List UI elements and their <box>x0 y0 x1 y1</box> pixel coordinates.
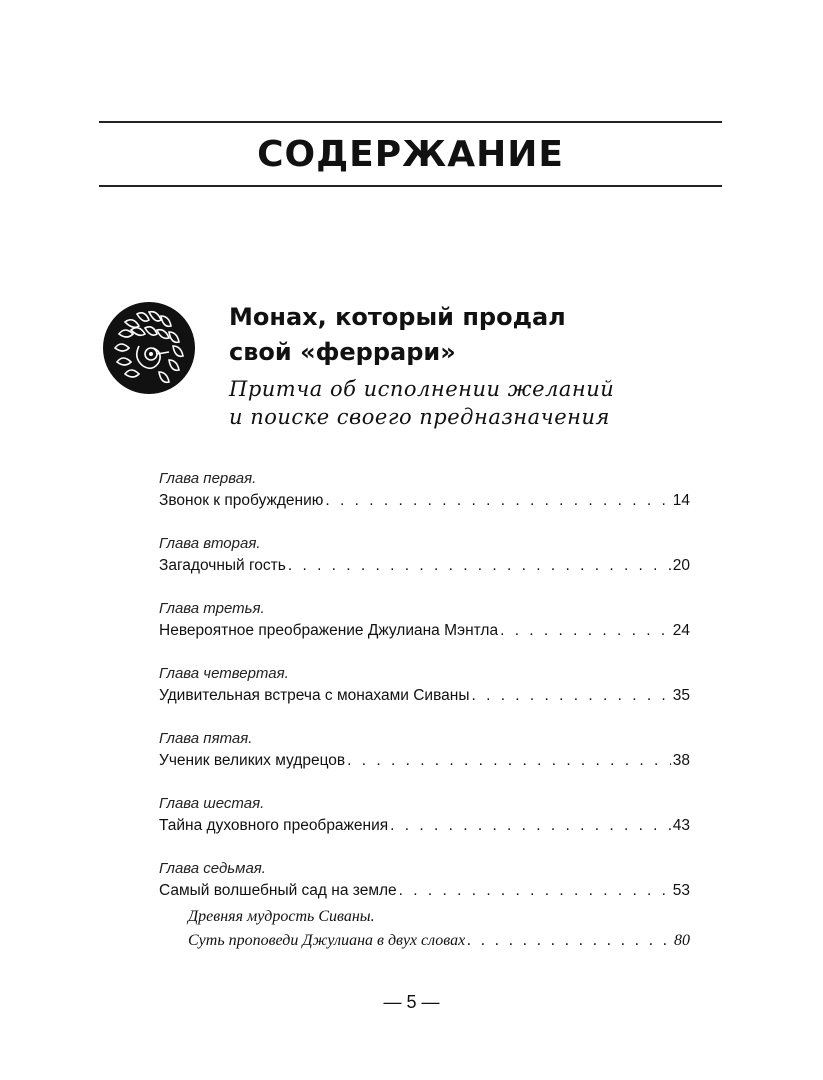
chapter-label: Глава седьмая. <box>159 860 266 877</box>
toc-entry[interactable] <box>159 534 690 599</box>
toc-entry[interactable] <box>159 664 690 729</box>
dot-leader <box>325 489 670 513</box>
chapter-title: Невероятное преображение Джулиана Мэнтла <box>159 622 499 639</box>
page-ref: 80 <box>674 932 690 949</box>
dot-leader <box>347 749 671 773</box>
page-ref: 24 <box>672 622 690 639</box>
top-rule <box>99 121 722 123</box>
page-ref: 20 <box>672 557 690 574</box>
dot-leader <box>467 929 672 953</box>
book-title-line2: свой «феррари» <box>229 338 456 366</box>
page-ref: 53 <box>672 882 690 899</box>
chapter-label: Глава шестая. <box>159 795 265 812</box>
dot-leader <box>390 814 671 838</box>
page-ref: 43 <box>672 817 690 834</box>
chapter-title: Загадочный гость <box>159 557 286 574</box>
bottom-rule <box>99 185 722 187</box>
book-subtitle-line1: Притча об исполнении желаний <box>229 377 615 401</box>
book-subtitle-line2: и поиске своего предназначения <box>229 405 610 429</box>
chapter-title: Удивительная встреча с монахами Сиваны <box>159 687 470 704</box>
page-ref: 35 <box>672 687 690 704</box>
table-of-contents <box>159 469 690 949</box>
dot-leader <box>288 554 671 578</box>
dot-leader <box>399 879 671 903</box>
chapter-title: Ученик великих мудрецов <box>159 752 346 769</box>
chapter-label: Глава четвертая. <box>159 665 289 682</box>
toc-entry[interactable] <box>159 859 690 949</box>
dot-leader <box>500 619 671 643</box>
dot-leader <box>471 684 670 708</box>
chapter-label: Глава пятая. <box>159 730 253 747</box>
toc-entry[interactable] <box>159 794 690 859</box>
book-subtitle <box>229 375 614 431</box>
page-number: — 5 — <box>383 992 440 1012</box>
page-title: СОДЕРЖАНИЕ <box>257 134 564 175</box>
chapter-label: Глава первая. <box>159 470 257 487</box>
toc-entry[interactable] <box>159 599 690 664</box>
chapter-label: Глава вторая. <box>159 535 261 552</box>
book-title <box>229 300 566 370</box>
page-ref: 14 <box>672 492 690 509</box>
book-title-line1: Монах, который продал <box>229 303 566 331</box>
toc-subentry[interactable] <box>188 905 690 953</box>
toc-entry[interactable] <box>159 729 690 794</box>
toc-entry[interactable] <box>159 469 690 534</box>
chapter-title: Самый волшебный сад на земле <box>159 882 397 899</box>
chapter-label: Глава третья. <box>159 600 265 617</box>
crane-emblem-icon <box>103 302 195 394</box>
subentry-line1: Древняя мудрость Сиваны. <box>188 908 375 925</box>
chapter-title: Тайна духовного преображения <box>159 817 389 834</box>
subentry-line2: Суть проповеди Джулиана в двух словах <box>188 932 466 949</box>
chapter-title: Звонок к пробуждению <box>159 492 324 509</box>
page-ref: 38 <box>672 752 690 769</box>
